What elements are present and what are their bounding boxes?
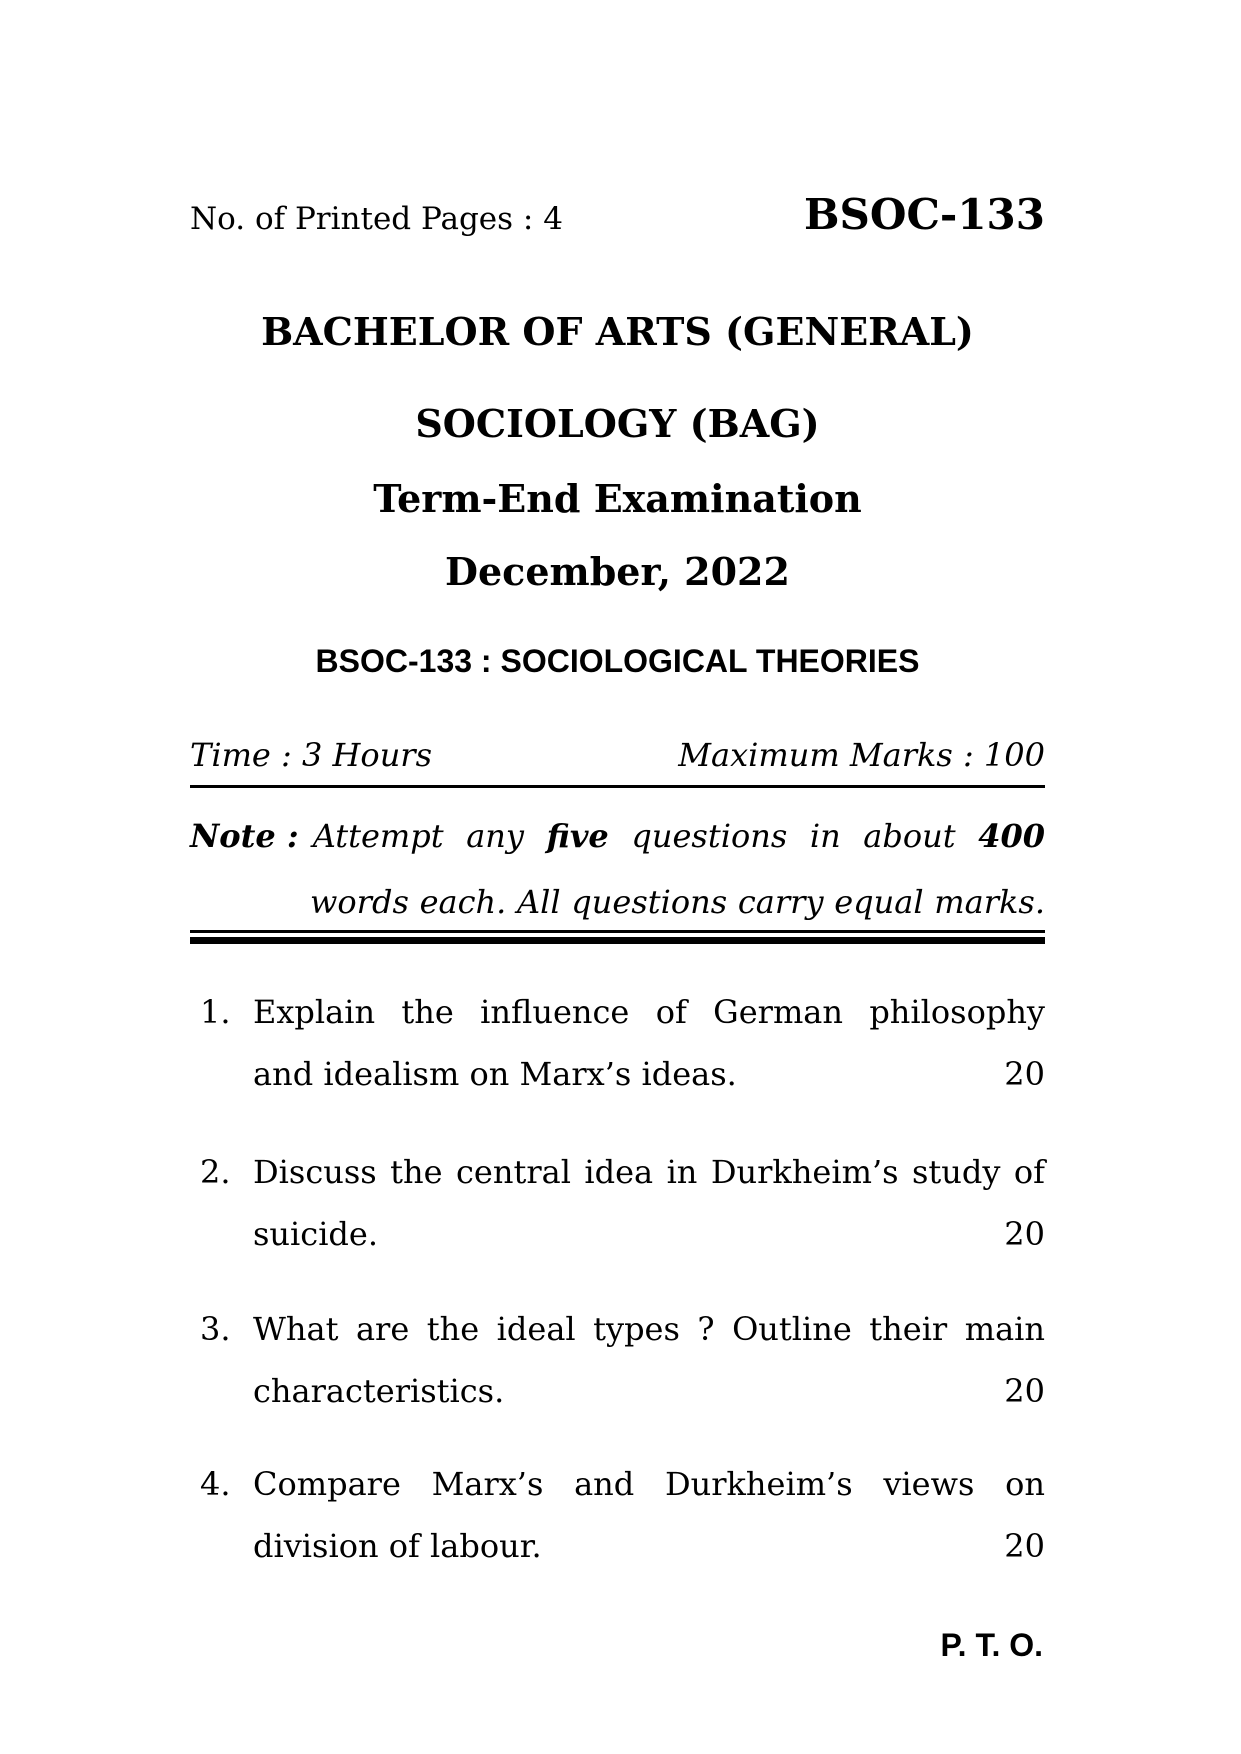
question-text: division of labour. (253, 1527, 542, 1565)
question-text: suicide. (253, 1215, 379, 1253)
note-word: Attempt (312, 817, 444, 855)
question-text-line-2 (253, 1515, 1045, 1577)
question-marks: 20 (1004, 1372, 1045, 1410)
question-2 (190, 1141, 1045, 1265)
note-word-emphasis: 400 (978, 817, 1045, 855)
question-text-line-2 (253, 1360, 1045, 1422)
question-text: and idealism on Marx’s ideas. (253, 1055, 737, 1093)
question-4 (190, 1453, 1045, 1577)
printed-pages-label: No. of Printed Pages : 4 (190, 201, 563, 237)
question-number: 1. (200, 993, 231, 1031)
note-word: questions (631, 817, 788, 855)
note-word: about (863, 817, 956, 855)
maximum-marks: Maximum Marks : 100 (678, 736, 1045, 774)
discipline-title: SOCIOLOGY (BAG) (415, 401, 820, 446)
question-number: 3. (200, 1310, 231, 1348)
question-1 (190, 981, 1045, 1105)
question-marks: 20 (1004, 1215, 1045, 1253)
note-head (190, 817, 444, 855)
question-text-line-1: What are the ideal types ? Outline their main (253, 1310, 1045, 1348)
pto-label: P. T. O. (940, 1627, 1043, 1663)
note-word: any (466, 817, 524, 855)
programme-title: BACHELOR OF ARTS (GENERAL) (261, 309, 974, 354)
meta-row (190, 736, 1045, 774)
question-number: 4. (200, 1465, 231, 1503)
question-text: characteristics. (253, 1372, 505, 1410)
time-allowed: Time : 3 Hours (190, 736, 433, 774)
question-marks: 20 (1004, 1055, 1045, 1093)
note-word: in (809, 817, 841, 855)
double-rule-thick (190, 937, 1045, 944)
page-content (190, 0, 1045, 1754)
note-line-1 (190, 817, 1045, 855)
note-word-emphasis: five (546, 817, 609, 855)
question-marks: 20 (1004, 1527, 1045, 1565)
note-label: Note : (190, 817, 299, 855)
question-3 (190, 1298, 1045, 1422)
question-text-line-2 (253, 1203, 1045, 1265)
question-text-line-1: Discuss the central idea in Durkheim’s study of (253, 1153, 1045, 1191)
note-line-2: words each. All questions carry equal marks. (310, 883, 1045, 921)
question-text-line-2 (253, 1043, 1045, 1105)
double-rule-thin (190, 930, 1045, 933)
session-title: December, 2022 (445, 549, 790, 594)
question-text-line-1: Explain the influence of German philosophy (253, 993, 1045, 1031)
paper-code: BSOC-133 (804, 190, 1045, 239)
question-text-line-1: Compare Marx’s and Durkheim’s views on (253, 1465, 1045, 1503)
question-number: 2. (200, 1153, 231, 1191)
course-title: BSOC-133 : SOCIOLOGICAL THEORIES (315, 643, 920, 679)
exam-title: Term-End Examination (373, 476, 862, 521)
horizontal-rule (190, 785, 1045, 788)
header-row (190, 190, 1045, 240)
